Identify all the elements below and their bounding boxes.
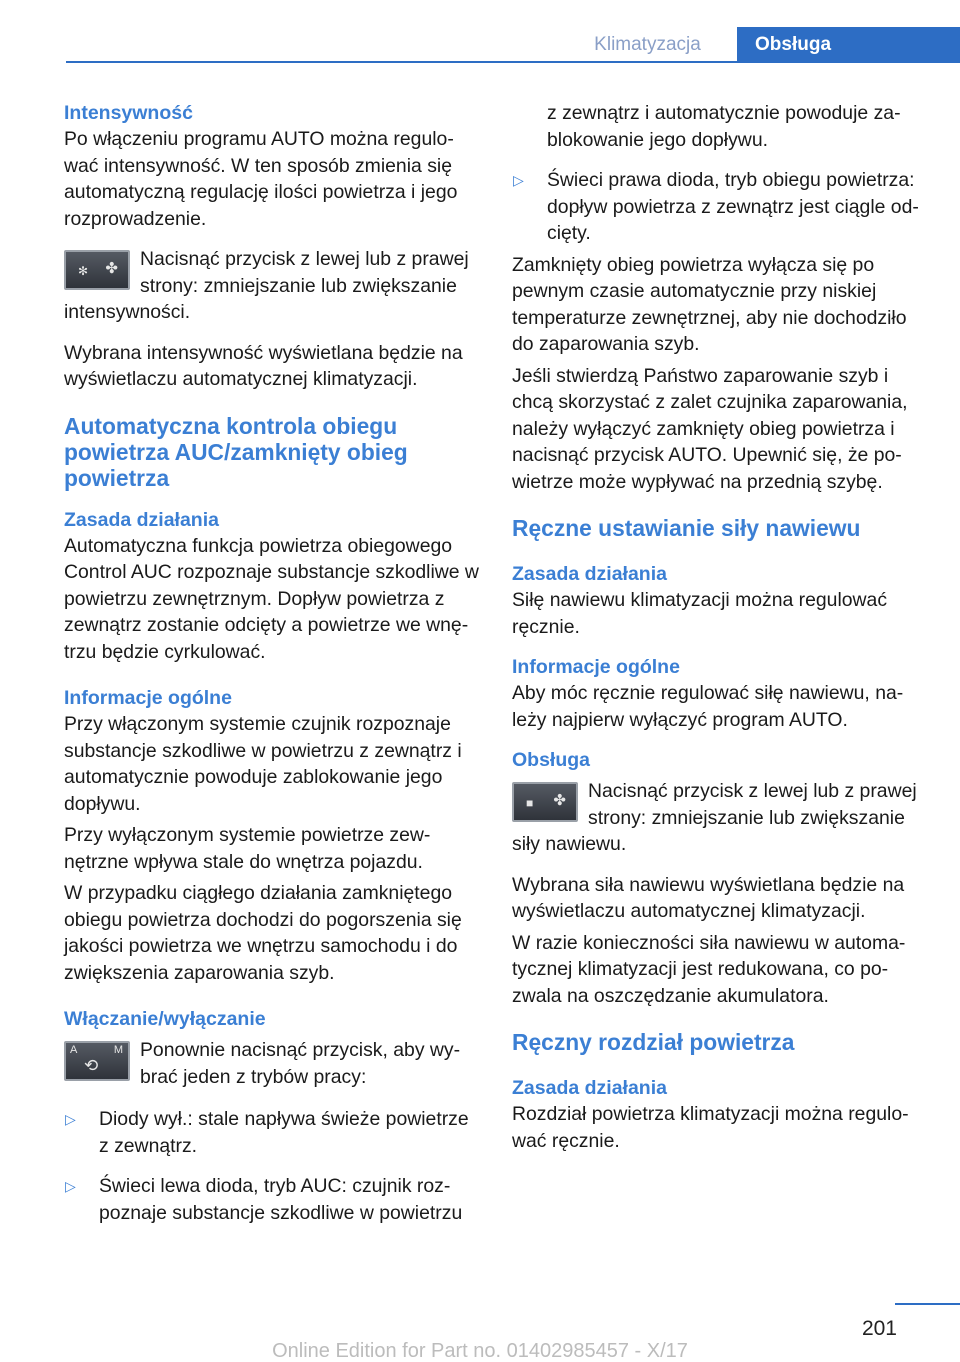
auc-modes-list bbox=[64, 1106, 480, 1226]
auc-onoff-text: Ponownie nacisnąć przycisk, aby wybrać jeden z trybów pracy: bbox=[140, 1039, 461, 1088]
blower-principle-heading: Zasada działania bbox=[512, 563, 667, 585]
fan-large-icon: ✤ bbox=[105, 260, 118, 277]
intensity-button-text: Nacisnąć przycisk z lewej lub z prawej strony: zmniejszanie lub zwiększanie intensywności. bbox=[64, 248, 469, 323]
header-rule bbox=[66, 61, 960, 63]
fan-button-image bbox=[64, 250, 130, 290]
triangle-bullet-icon: ▷ bbox=[513, 172, 524, 188]
distribution-principle-text: Rozdział powietrza klimatyzacji można regulować ręcznie. bbox=[512, 1103, 909, 1152]
header-section-title: Klimatyzacja bbox=[594, 34, 701, 55]
auc-principle-text: Automatyczna funkcja powietrza obiegowego Control AUC rozpoznaje substancje szkodliwe w powietrzu zewnętrznym. Dopływ powietrza z zewnątrz zostanie odcięty a powietrze we wnętrzu będzie cyrkulować. bbox=[64, 534, 479, 663]
blower-display-text: Wybrana siła nawiewu wyświetlana będzie na wyświetlaczu automatycznej klimatyzacji. bbox=[512, 873, 905, 922]
list-item: ▷ Świeci lewa dioda, tryb AUC: czujnik rozpoznaje substancje szkodliwe w powietrzu bbox=[65, 1175, 463, 1224]
blower-reduce-text: W razie konieczności siła nawiewu w automatycznej klimatyzacji jest redukowana, co pozwala na oszczędzanie akumulatora. bbox=[512, 931, 906, 1007]
intensity-intro: Po włączeniu programu AUTO można regulować intensywność. W ten sposób zmienia się automatyczną regulację ilości powietrza i jego rozprowadzenie. bbox=[64, 128, 458, 230]
auc-general-heading: Informacje ogólne bbox=[64, 687, 232, 709]
blower-button-block bbox=[512, 778, 928, 858]
blower-button-text: Nacisnąć przycisk z lewej lub z prawej strony: zmniejszanie lub zwiększanie siły nawiewu. bbox=[512, 780, 917, 855]
intensity-button-block bbox=[64, 246, 480, 326]
blower-operation-heading: Obsługa bbox=[512, 749, 591, 771]
left-column bbox=[64, 100, 480, 1226]
intensity-heading: Intensywność bbox=[64, 102, 193, 124]
blower-title: Ręczne ustawianie siły nawiewu bbox=[512, 515, 861, 541]
auc-m-label: M bbox=[113, 1044, 123, 1056]
auc-button-block bbox=[64, 1037, 480, 1090]
car-recirculation-icon: ⟲ bbox=[84, 1056, 99, 1075]
list-item: ▷ Diody wył.: stale napływa świeże powietrze z zewnątrz. bbox=[65, 1108, 469, 1157]
fan-small-icon: ■ bbox=[526, 796, 534, 810]
blower-principle-text: Siłę nawiewu klimatyzacji można regulować ręcznie. bbox=[512, 589, 888, 638]
auc-general-p1: Przy włączonym systemie czujnik rozpoznaje substancje szkodliwe w powietrzu z zewnątrz i automatycznie powoduje zablokowanie jego dopływu. bbox=[64, 713, 462, 815]
mode-continuation-text: z zewnątrz i automatycznie powoduje zablokowanie jego dopływu. bbox=[547, 102, 901, 151]
blower-general-text: Aby móc ręcznie regulować siłę nawiewu, należy najpierw wyłączyć program AUTO. bbox=[512, 682, 904, 731]
footer-rule bbox=[895, 1303, 960, 1305]
mode-continuation bbox=[512, 100, 928, 153]
edition-watermark: Online Edition for Part no. 01402985457 - X/17 bbox=[272, 1340, 688, 1362]
closed-loop-p2: Jeśli stwierdzą Państwo zaparowanie szyb i chcą skorzystać z zalet czujnika zaparowania, należy wyłączyć zamknięty obieg powietrza i nacisnąć przycisk AUTO. Upewnić się, że powietrze może wypływać na przednią szybę. bbox=[512, 364, 908, 493]
blower-general-heading: Informacje ogólne bbox=[512, 656, 680, 678]
closed-loop-p1: Zamknięty obieg powietrza wyłącza się po pewnym czasie automatycznie przy niskiej temperaturze zewnętrznej, aby nie dochodziło do zaparowania szyb. bbox=[512, 253, 907, 355]
header-chapter-tab: Obsługa bbox=[737, 27, 960, 62]
auc-principle-heading: Zasada działania bbox=[64, 508, 219, 531]
triangle-bullet-icon: ▷ bbox=[65, 1178, 76, 1194]
auc-general-p3: W przypadku ciągłego działania zamkniętego obiegu powietrza dochodzi do pogorszenia się jakości powietrza we wnętrzu samochodu i do zwiększenia zaparowania szyb. bbox=[64, 882, 462, 984]
auc-modes-list-right bbox=[512, 167, 928, 247]
blower-button-image bbox=[512, 782, 578, 822]
auc-general-p2: Przy wyłączonym systemie powietrze zewnętrzne wpływa stale do wnętrza pojazdu. bbox=[64, 824, 431, 873]
intensity-display-text: Wybrana intensywność wyświetlana będzie na wyświetlaczu automatycznej klimatyzacji. bbox=[64, 341, 463, 390]
page-number: 201 bbox=[861, 1317, 897, 1340]
auc-onoff-heading: Włączanie/wyłączanie bbox=[64, 1008, 266, 1030]
list-item: ▷ Świeci prawa dioda, tryb obiegu powietrza: dopływ powietrza z zewnątrz jest ciągle odcięty. bbox=[513, 169, 919, 244]
auc-title: Automatyczna kontrola obiegu powietrza AUC/zamknięty obieg powietrza bbox=[64, 412, 408, 491]
fan-small-icon: ✻ bbox=[78, 264, 89, 278]
auc-button-image bbox=[64, 1041, 130, 1081]
page-header bbox=[0, 0, 960, 62]
auc-a-label: A bbox=[70, 1044, 78, 1056]
right-column bbox=[512, 100, 928, 1154]
triangle-bullet-icon: ▷ bbox=[65, 1111, 76, 1127]
fan-large-icon: ✤ bbox=[553, 792, 566, 809]
distribution-title: Ręczny rozdział powietrza bbox=[512, 1029, 795, 1055]
distribution-principle-heading: Zasada działania bbox=[512, 1077, 667, 1099]
